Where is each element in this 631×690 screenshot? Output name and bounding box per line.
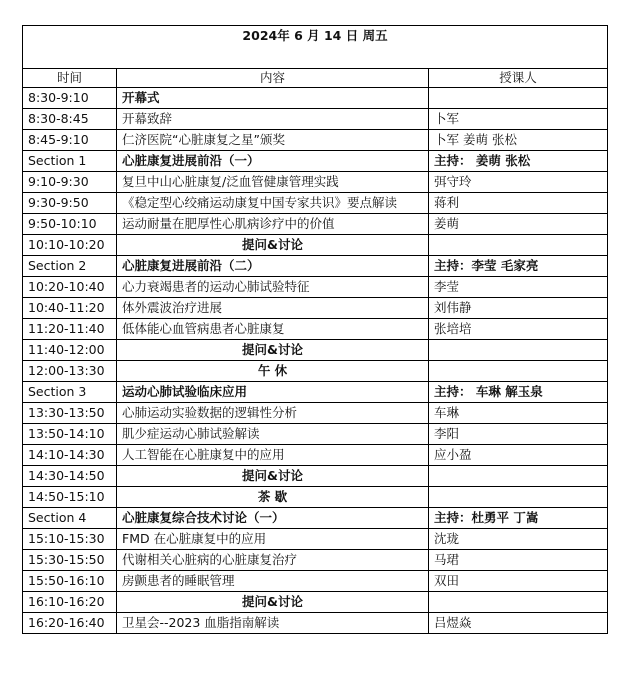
content-cell: 《稳定型心绞痛运动康复中国专家共识》要点解读 [117,193,429,214]
time-cell: 14:10-14:30 [23,445,117,466]
time-cell: 13:50-14:10 [23,424,117,445]
time-cell: 8:30-9:10 [23,88,117,109]
table-row [23,88,608,109]
content-cell: 体外震波治疗进展 [117,298,429,319]
time-cell: Section 4 [23,508,117,529]
speaker-cell: 姜萌 [429,214,608,235]
speaker-cell: 车琳 [429,403,608,424]
section-row [23,151,608,172]
time-cell: Section 2 [23,256,117,277]
time-cell: 10:40-11:20 [23,298,117,319]
table-row [23,235,608,256]
time-cell: 16:10-16:20 [23,592,117,613]
schedule-table [22,25,608,634]
time-cell: 15:30-15:50 [23,550,117,571]
speaker-cell: 主持：杜勇平 丁嵩 [429,508,608,529]
content-cell: 提问&讨论 [117,340,429,361]
section-row [23,256,608,277]
table-row [23,277,608,298]
content-cell: 心力衰竭患者的运动心肺试验特征 [117,277,429,298]
time-cell: 11:40-12:00 [23,340,117,361]
content-cell: 房颤患者的睡眠管理 [117,571,429,592]
speaker-cell: 弭守玲 [429,172,608,193]
content-cell: 低体能心血管病患者心脏康复 [117,319,429,340]
time-cell: 14:30-14:50 [23,466,117,487]
speaker-cell [429,361,608,382]
time-cell: 15:10-15:30 [23,529,117,550]
speaker-cell: 主持： 姜萌 张松 [429,151,608,172]
table-row [23,424,608,445]
time-cell: 8:45-9:10 [23,130,117,151]
table-row [23,529,608,550]
content-cell: 茶 歇 [117,487,429,508]
speaker-cell [429,340,608,361]
section-row [23,382,608,403]
content-cell: 提问&讨论 [117,466,429,487]
speaker-cell [429,487,608,508]
content-cell: 心脏康复综合技术讨论（一） [117,508,429,529]
content-cell: 卫星会--2023 血脂指南解读 [117,613,429,634]
time-cell: Section 3 [23,382,117,403]
time-cell: 10:20-10:40 [23,277,117,298]
table-row [23,193,608,214]
table-row [23,571,608,592]
header-speaker: 授课人 [429,69,608,88]
content-cell: FMD 在心脏康复中的应用 [117,529,429,550]
speaker-cell [429,88,608,109]
speaker-cell: 李莹 [429,277,608,298]
content-cell: 午 休 [117,361,429,382]
speaker-cell: 沈珑 [429,529,608,550]
time-cell: 16:20-16:40 [23,613,117,634]
speaker-cell: 刘伟静 [429,298,608,319]
table-row [23,550,608,571]
time-cell: 9:10-9:30 [23,172,117,193]
time-cell: 15:50-16:10 [23,571,117,592]
time-cell: 11:20-11:40 [23,319,117,340]
table-row [23,130,608,151]
speaker-cell: 应小盈 [429,445,608,466]
speaker-cell [429,466,608,487]
speaker-cell: 主持： 车琳 解玉泉 [429,382,608,403]
content-cell: 提问&讨论 [117,235,429,256]
speaker-cell: 马珺 [429,550,608,571]
table-row [23,487,608,508]
speaker-cell: 李阳 [429,424,608,445]
speaker-cell: 吕煜焱 [429,613,608,634]
table-row [23,592,608,613]
table-row [23,466,608,487]
table-row [23,445,608,466]
table-row [23,298,608,319]
table-row [23,361,608,382]
speaker-cell: 卜军 [429,109,608,130]
table-row [23,214,608,235]
content-cell: 代谢相关心脏病的心脏康复治疗 [117,550,429,571]
schedule-title: 2024年 6 月 14 日 周五 [23,26,608,69]
content-cell: 开幕式 [117,88,429,109]
speaker-cell [429,592,608,613]
time-cell: 12:00-13:30 [23,361,117,382]
table-row [23,172,608,193]
speaker-cell [429,235,608,256]
table-row [23,403,608,424]
content-cell: 开幕致辞 [117,109,429,130]
speaker-cell: 蒋利 [429,193,608,214]
speaker-cell: 主持：李莹 毛家亮 [429,256,608,277]
speaker-cell: 张培培 [429,319,608,340]
section-row [23,508,608,529]
content-cell: 仁济医院“心脏康复之星”颁奖 [117,130,429,151]
content-cell: 运动心肺试验临床应用 [117,382,429,403]
time-cell: Section 1 [23,151,117,172]
time-cell: 8:30-8:45 [23,109,117,130]
content-cell: 提问&讨论 [117,592,429,613]
content-cell: 人工智能在心脏康复中的应用 [117,445,429,466]
content-cell: 肌少症运动心肺试验解读 [117,424,429,445]
time-cell: 13:30-13:50 [23,403,117,424]
time-cell: 9:30-9:50 [23,193,117,214]
time-cell: 14:50-15:10 [23,487,117,508]
header-row [23,69,608,88]
content-cell: 复旦中山心脏康复/泛血管健康管理实践 [117,172,429,193]
content-cell: 心脏康复进展前沿（一） [117,151,429,172]
content-cell: 运动耐量在肥厚性心肌病诊疗中的价值 [117,214,429,235]
table-row [23,319,608,340]
time-cell: 9:50-10:10 [23,214,117,235]
content-cell: 心脏康复进展前沿（二） [117,256,429,277]
speaker-cell: 卜军 姜萌 张松 [429,130,608,151]
speaker-cell: 双田 [429,571,608,592]
time-cell: 10:10-10:20 [23,235,117,256]
header-time: 时间 [23,69,117,88]
header-content: 内容 [117,69,429,88]
content-cell: 心肺运动实验数据的逻辑性分析 [117,403,429,424]
table-row [23,613,608,634]
table-row [23,340,608,361]
table-row [23,109,608,130]
